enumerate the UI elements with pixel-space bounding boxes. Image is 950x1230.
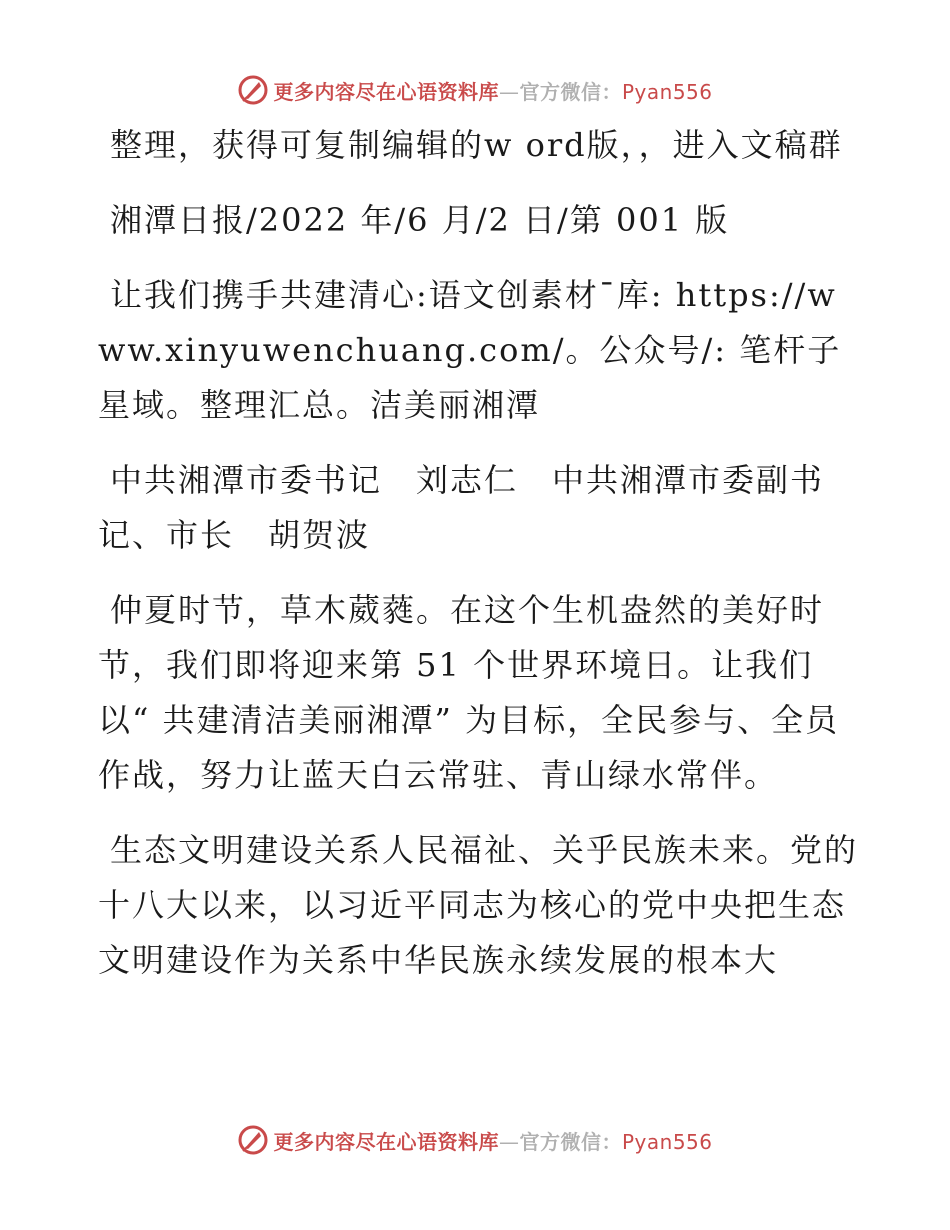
quill-logo-icon: [237, 74, 269, 106]
footer-banner: [0, 1120, 950, 1160]
banner-main-text: 更多内容尽在心语资料库: [273, 79, 499, 104]
banner-main-text: 更多内容尽在心语资料库: [273, 1129, 499, 1154]
article-body: [98, 118, 858, 1008]
banner-dash: —: [498, 79, 520, 104]
banner-official-label: 官方微信：: [519, 1129, 622, 1154]
paragraph: 中共湘潭市委书记 刘志仁 中共湘潭市委副书记、市长 胡贺波: [98, 461, 825, 554]
paragraph: 生态文明建设关系人民福祉、关乎民族未来。党的十八大以来，以习近平同志为核心的党中央把生态文明建设作为关系中华民族永续发展的根本大: [98, 831, 859, 979]
banner-wechat-id: Pyan556: [621, 79, 713, 104]
paragraph: 仲夏时节，草木葳蕤。在这个生机盎然的美好时节，我们即将迎来第 51 个世界环境日。让我们以“ 共建清洁美丽湘潭” 为目标，全民参与、全员作战，努力让蓝天白云常驻、青山绿水常伴。: [98, 591, 840, 794]
paragraph: 让我们携手共建清心:语文创素材¯库: https://www.xinyuwenchuang.com/。公众号/: 笔杆子星域。整理汇总。洁美丽湘潭: [98, 276, 842, 424]
banner-official-label: 官方微信：: [519, 79, 622, 104]
paragraph: 湘潭日报/2022 年/6 月/2 日/第 001 版: [110, 201, 730, 239]
quill-logo-icon: [237, 1124, 269, 1156]
banner-wechat-id: Pyan556: [621, 1129, 713, 1154]
header-banner: [0, 70, 950, 110]
banner-dash: —: [498, 1129, 520, 1154]
paragraph: 整理，获得可复制编辑的w ord版，，进入文稿群: [110, 126, 843, 164]
